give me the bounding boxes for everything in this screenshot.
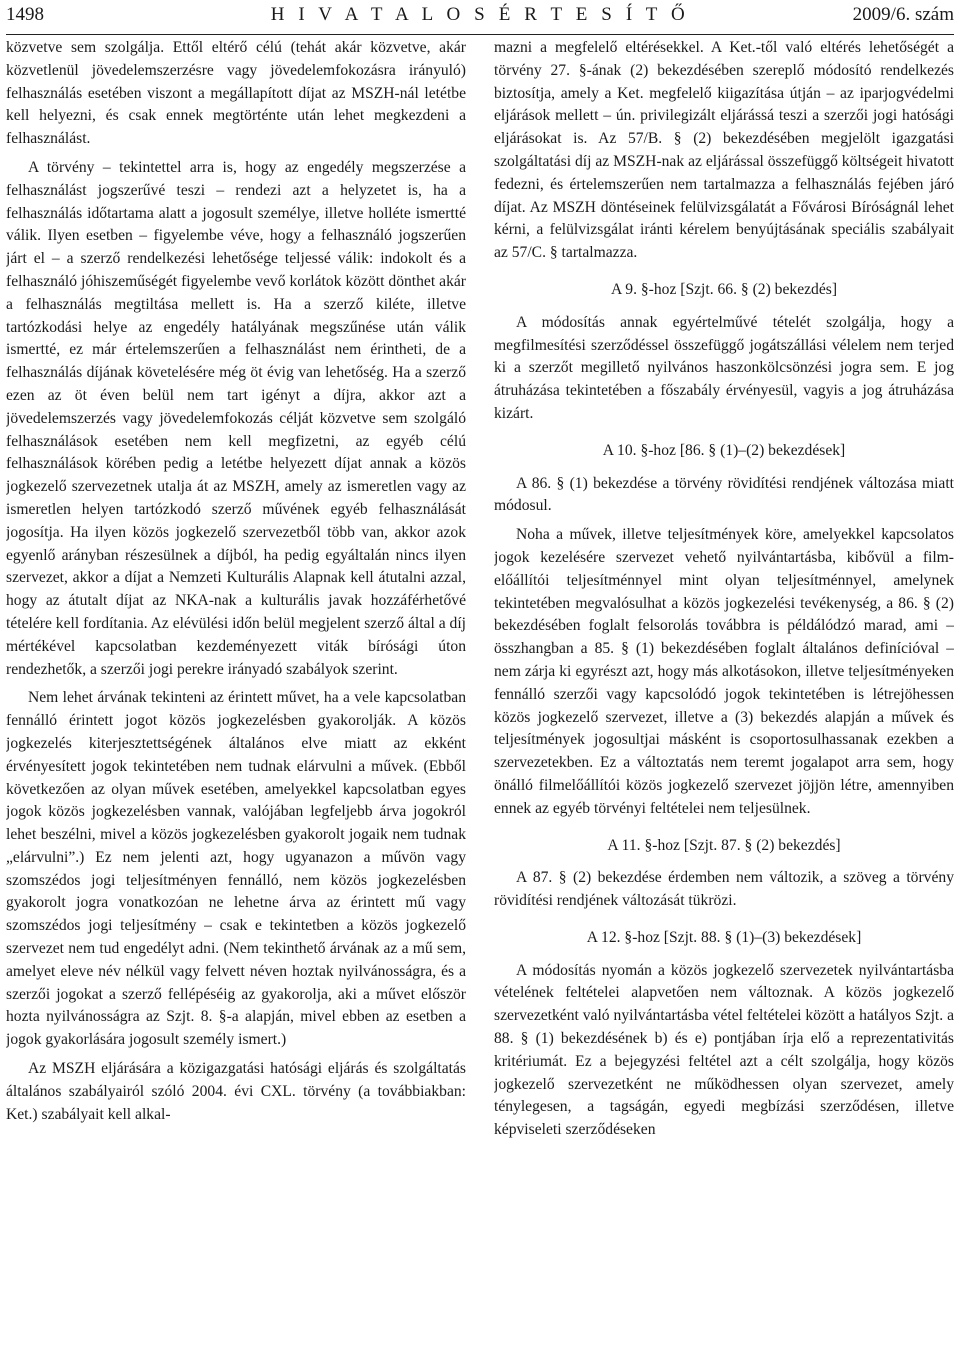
section-heading: A 9. §-hoz [Szjt. 66. § (2) bekezdés] xyxy=(610,280,838,298)
paragraph: Az MSZH eljárására a közigazgatási hatósági eljárás és szolgáltatás általános szabályairól szóló 2004. évi CXL. törvény (a továbbiakban: Ket.) szabályait kell alkal- xyxy=(6,1060,466,1123)
paragraph: A módosítás annak egyértelművé tételét szolgálja, hogy a megfilmesítési szerződéssel összefüggő jogátszállási vélelem nem terjed ki a szerzőt megillető nyilvános haszonkölcsönzési jogra sem. E jog átruházása tekintetében a főszabály érvényesül, vagyis a jog átruházása kizárt. xyxy=(494,313,954,422)
page-header xyxy=(6,0,954,34)
publication-title: H I V A T A L O S É R T E S Í T Ő xyxy=(270,4,690,25)
paragraph: mazni a megfelelő eltérésekkel. A Ket.-től való eltérés lehetőségét a törvény 27. §-ának (2) bekezdésében szereplő módosító rendelkezés biztosítja, amely a Ket. megfelelő kiigazítása útján – az iparjogvédelmi eljárások mellett – ún. privilegizált eljárássá teszi a szerzői jogi hatósági eljárásokat is. Az 57/B. § (2) bekezdésében megjelölt igazgatási szolgáltatási díj az MSZH-nak az eljárással összefüggő költségeit hivatott fedezni, és értelemszerűen nem tartalmazza a felhasználás fejében járó díjat. Az MSZH döntéseinek felülvizsgálatát a Fővárosi Bíróságnál lehet kérni, a felülvizsgálat iránti kérelem benyújtásának speciális szabályait az 57/C. § tartalmazza. xyxy=(494,39,954,262)
section-heading: A 10. §-hoz [86. § (1)–(2) bekezdések] xyxy=(602,441,846,459)
paragraph: A 87. § (2) bekezdése érdemben nem változik, a szöveg a törvény rövidítési rendjének változását tükrözi. xyxy=(494,869,954,910)
paragraph: közvetve sem szolgálja. Ettől eltérő célú (tehát akár közvetve, akár közvetlenül jövedelemszerzésre vagy jövedelemfokozásra irányuló) felhasználás esetében viszont a megállapított díjat az MSZH-nál letétbe kell helyezni, és csak ennek megtörténte után lehet megkezdeni a felhasználást. xyxy=(6,39,466,148)
paragraph: A 86. § (1) bekezdése a törvény rövidítési rendjének változása miatt módosul. xyxy=(494,474,954,515)
right-column xyxy=(494,37,954,1346)
paragraph: Noha a művek, illetve teljesítmények köre, amelyekkel kapcsolatos jogok kezelésére szervezet vehető nyilvántartásba, kibővül a film-előállítói teljesítménnyel mint olyan teljesítménnyel, amelynek tekintetében megvalósulhat a közös jogkezelési tevékenység, a 86. § (2) bekezdésében foglalt felsorolás továbbra is példálódzó marad, ami – összhangban a 85. § (1) bekezdésében foglalt általános definícióval – nem zárja ki egyrészt azt, hogy más alkotásokon, illetve teljesítményeken fennálló szerzői vagy kapcsolódó jogok tekintetében is létrejöhessen közös jogkezelő szervezet, illetve a (3) bekezdés alapján a művek és teljesítmények jogosultjai másként is csoportosulhassanak ezekben a szervezetekben. Ez a változtatás nem teremt jogalapot arra sem, hogy önálló filmelőállítói közös jogkezelő szervezet jöjjön létre, amennyiben ennek az egyéb törvényi feltételei nem teljesülnek. xyxy=(494,526,954,817)
section-heading: A 12. §-hoz [Szjt. 88. § (1)–(3) bekezdések] xyxy=(586,928,862,946)
page-number: 1498 xyxy=(6,4,44,25)
header-rule xyxy=(6,34,954,35)
paragraph: Nem lehet árvának tekinteni az érintett művet, ha a vele kapcsolatban fennálló érintett jogot közös jogkezelésben gyakorolják. A közös jogkezelés kiterjesztettségének általános elve miatt az ekként érvényesített jogok tekintetében nem tudnak elárvulni a művek. (Ebből következően az olyan művek esetében, amelyekkel kapcsolatban egyes jogok közös jogkezelésben vannak, valójában legfeljebb árva jogokról lehet beszélni, mivel a közös jogkezelésben gyakorolt jogaik nem tudnak „elárvulni”.) Ez nem jelenti azt, hogy ugyanazon a művön vagy szomszédos jogi teljesítményen fennálló, nem közös jogkezelésben gyakorolt jogra vonatkozóan ne lehetne árva az érintett mű vagy szomszédos jogi teljesítmény – csak e tekintetben a közös jogkezelő szervezet nem tud engedélyt adni. (Nem tekinthető árvának az a mű sem, amelyet eleve név nélkül vagy felvett néven hoztak nyilvánosságra, és a szerzői jogokat a szerző fellépéséig az gyakorolja, aki a művet először hozta nyilvánosságra az Szjt. 8. §-a alapján, mivel ebben az esetben a jogok gyakorlására jogosult személy ismert.) xyxy=(6,689,466,1049)
paragraph: A módosítás nyomán a közös jogkezelő szervezetek nyilvántartásba vételének feltételei alapvetően nem változnak. A közös jogkezelő szervezetként való nyilvántartásba vétel feltételei között a hatályos Szjt. a 88. § (1) bekezdésének b) és e) pontjában írja elő a reprezentativitás kritériumát. Ez a bejegyzési feltétel azt a célt szolgálja, hogy közös jogkezelő szervezetként ne működhessen olyan szervezet, amely ténylegesen, a tagságán, egyedi megbízási szerződésen, illetve képviseleti szerződéseken xyxy=(494,961,954,1139)
paragraph: A törvény – tekintettel arra is, hogy az engedély megszerzése a felhasználást jogszerűvé teszi – rendezi azt a helyzetet is, ha a felhasználás időtartama alatt a jogosult személye, illetve holléte ismertté válik. Ilyen esetben – figyelembe véve, hogy a felhasználó jogszerűen járt el – a szerző rendelkezési lehetősége teljessé válik: indokolt és a felhasználó jóhiszeműségét figyelembe vevő korlátok között dönthet akár a felhasználás megtiltása mellett is. Ha a szerző kiléte, illetve tartózkodási helye az engedély hatályának megszűnése után válik ismertté, ez már értelemszerűen a felhasználást nem érintheti, de a felhasználás díjának követelésére még öt évig van lehetőség. Ha a szerző ezen az öt éven belül nem tart igényt a díjra, akkor azt a jövedelemszerzés vagy jövedelemfokozás célját közvetve sem szolgáló felhasználások esetében nem kell megfizetni, az egyéb célú felhasználások körében pedig a letétbe helyezett díjat annak a közös jogkezelő szervezetnek utalja át az MSZH, amely az ismeretlen vagy az ismeretlen helyen tartózkodó szerző művének egyéb felhasználását jogosítja. Ha ilyen közös jogkezelő szervezetből több van, akkor azok egyenlő arányban részesülnek a díjból, ha pedig egyáltalán nincs ilyen szervezet, akkor a díjat a Nemzeti Kulturális Alapnak kell átutalni azzal, hogy az átutalt díjat az NKA-nak a kulturális javak hozzáférhetővé tételére kell fordítania. Az elévülési időn belül megjelent szerző által a díj mértékével kapcsolatban kezdeményezett viták bírósági úton rendezhetők, a szerzői jogi perekre irányadó szabályok szerint. xyxy=(6,158,466,678)
issue-number: 2009/6. szám xyxy=(852,4,954,25)
section-heading: A 11. §-hoz [Szjt. 87. § (2) bekezdés] xyxy=(607,836,841,854)
left-column xyxy=(6,37,466,1346)
